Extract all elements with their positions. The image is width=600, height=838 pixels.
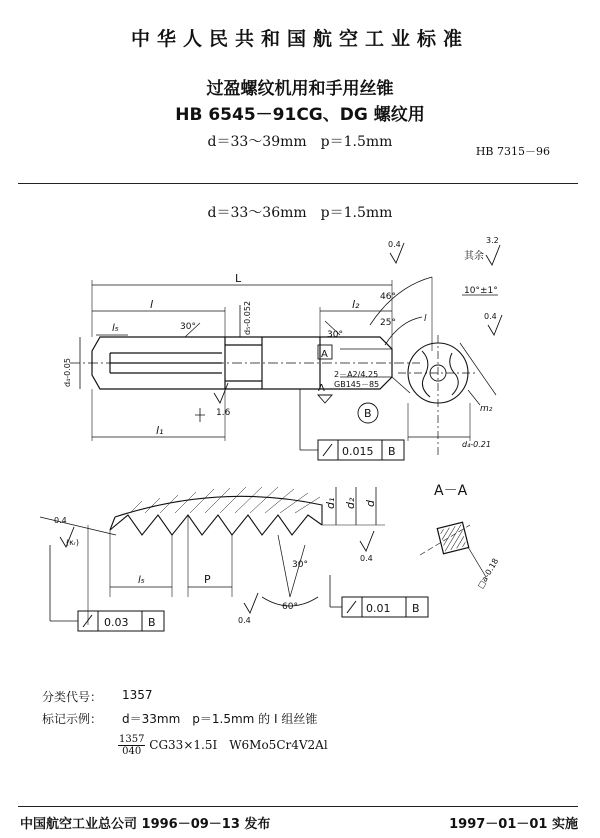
roughness-rest-value: 3.2: [486, 236, 499, 245]
designation-example: [118, 734, 328, 757]
thread-l5: l₅: [138, 575, 145, 586]
tolerance-thread-value: 0.01: [366, 602, 391, 615]
tolerance-left-ref: B: [148, 616, 156, 629]
roughness-04-right: 0.4: [484, 312, 497, 321]
roughness-top: 0.4: [388, 240, 401, 249]
marking-example-text: d＝33mm p＝1.5mm 的 I 组丝锥: [122, 712, 318, 726]
angle-46: 46°: [380, 292, 396, 302]
thread-d: d: [364, 500, 377, 507]
angle-25: 25°: [380, 318, 396, 328]
dim-d4-left: d₄-0.05: [63, 358, 72, 387]
dim-d4-right: d₄-0.21: [462, 440, 491, 449]
footer-divider: [18, 806, 578, 807]
classification-code-label: 分类代号：: [42, 690, 103, 704]
dim-l: l: [150, 298, 154, 311]
subtitle: d＝33～36mm p＝1.5mm: [207, 205, 393, 221]
dim-l5: l₅: [112, 323, 119, 334]
square-dimension: □a-0.18: [475, 556, 501, 590]
view-label-B: B: [364, 407, 372, 420]
view-label-A: A: [321, 349, 328, 360]
roughness-thread-bottom: 0.4: [238, 616, 251, 625]
tolerance-left-value: 0.03: [104, 616, 129, 629]
center-hole-note-1: 2－A2/4.25: [334, 370, 379, 379]
section-label-A-A: A－A: [434, 483, 468, 499]
standard-number: HB 7315－96: [475, 145, 550, 158]
designation-text: CG33×1.5I W6Mo5Cr4V2Al: [149, 738, 328, 752]
thread-d2: d₂: [344, 497, 357, 509]
title-line-1: 过盈螺纹机用和手用丝锥: [206, 79, 394, 99]
dim-l2: l₂: [352, 298, 360, 311]
footer-issuer: 中国航空工业总公司 1996－09－13 发布: [20, 817, 271, 832]
designation-fraction: $\frac{1357}{040}$: [119, 734, 145, 757]
thread-d1: d₁: [324, 497, 337, 509]
angle-30-right: 30°: [327, 330, 343, 340]
center-hole-note-2: GB145－85: [334, 380, 380, 389]
dim-m2: m₂: [480, 404, 493, 414]
roughness-kr: 0.4: [54, 516, 67, 525]
footer-effective-date: 1997－01－01 实施: [449, 817, 578, 832]
view-label-A-bottom: A: [318, 383, 325, 394]
tolerance-main-value: 0.015: [342, 445, 374, 458]
tolerance-thread-ref: B: [412, 602, 420, 615]
dim-l1: l₁: [156, 424, 164, 437]
dim-l-small: l: [424, 314, 427, 324]
angle-10: 10°±1°: [464, 286, 498, 296]
thread-pitch: P: [204, 573, 211, 586]
standard-category-header: 中华人民共和国航空工业标准: [130, 28, 469, 50]
classification-code-value: 1357: [122, 688, 153, 702]
tolerance-main-ref: B: [388, 445, 396, 458]
dim-d5: d₅-0.052: [243, 300, 252, 335]
top-divider: [18, 183, 578, 184]
title-line-3: d＝33～39mm p＝1.5mm: [207, 134, 393, 150]
marking-example-label: 标记示例：: [42, 712, 103, 726]
roughness-thread-right: 0.4: [360, 554, 373, 563]
technical-drawing: [0, 225, 600, 665]
angle-30-thread: 30°: [292, 560, 308, 570]
roughness-1-6: 1.6: [216, 408, 231, 418]
angle-60: 60°: [282, 602, 298, 612]
roughness-rest-label: 其余: [464, 251, 484, 262]
title-line-2: HB 6545－91CG、DG 螺纹用: [175, 105, 425, 125]
angle-30-left: 30°: [180, 322, 196, 332]
dim-L: L: [235, 272, 242, 285]
label-kr: (κᵣ): [66, 538, 80, 547]
thread-profile: [110, 515, 322, 535]
